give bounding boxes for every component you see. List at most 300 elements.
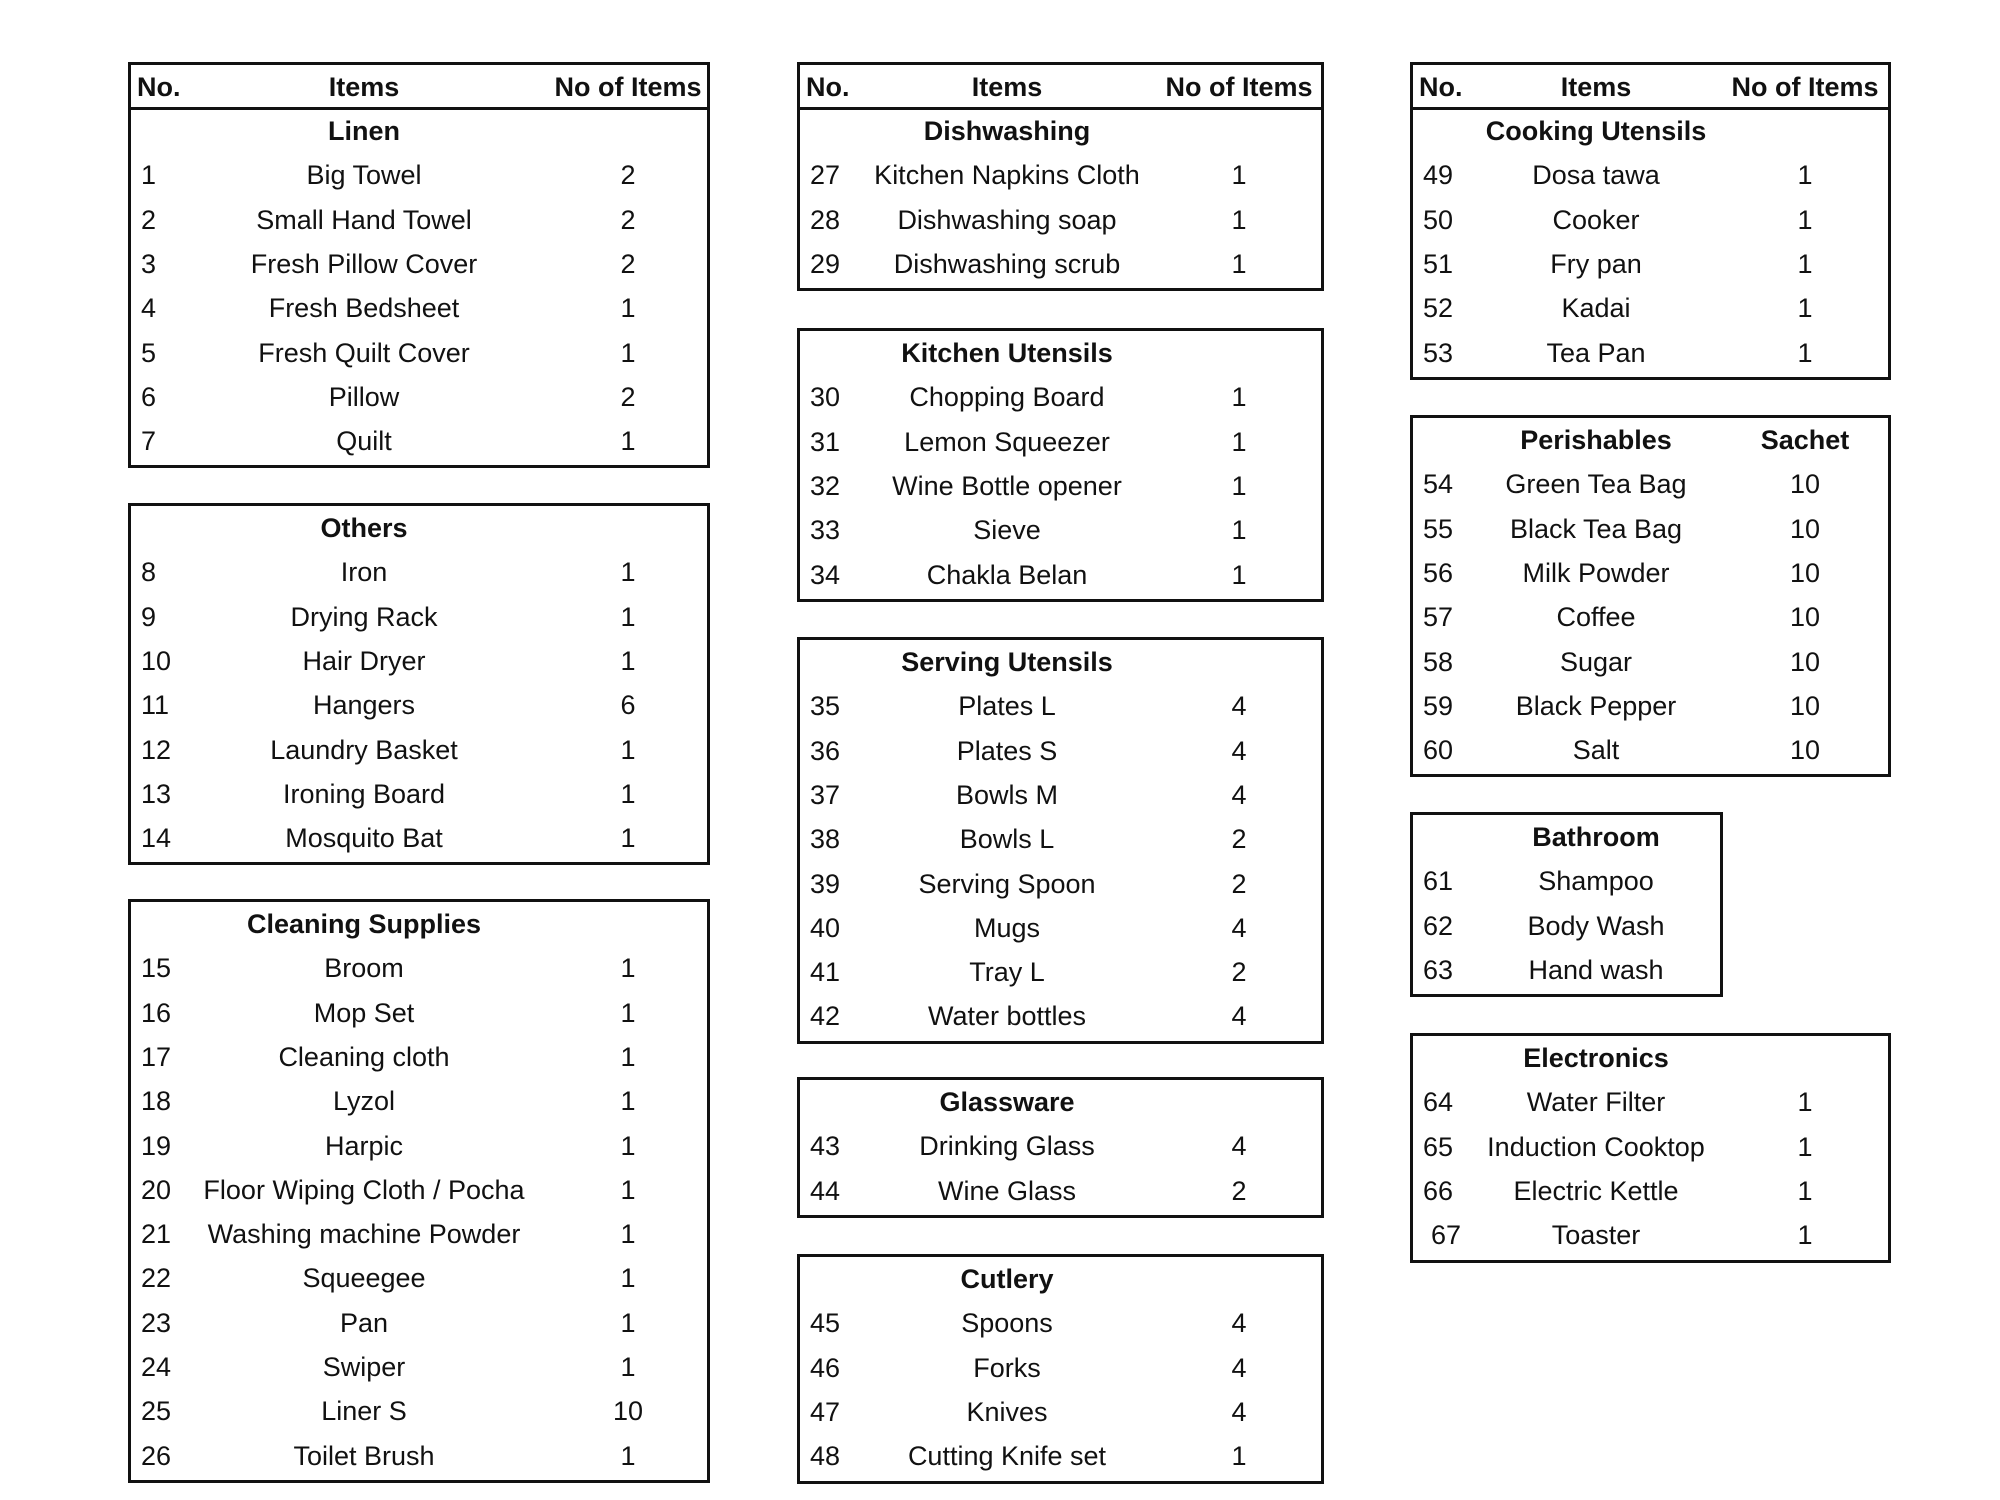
- table-row: [1413, 684, 1888, 728]
- table-row: [800, 906, 1321, 950]
- item-count: 4: [1231, 735, 1247, 766]
- table-row: [131, 1168, 707, 1212]
- item-count: 1: [1231, 382, 1247, 413]
- item-count: 4: [1231, 1001, 1247, 1032]
- table-row: [131, 1124, 707, 1168]
- item-name: Serving Spoon: [918, 868, 1096, 899]
- item-count: 1: [620, 337, 636, 368]
- header-items: Items: [971, 72, 1043, 102]
- item-count: 1: [1231, 160, 1247, 191]
- item-name: Mop Set: [313, 997, 415, 1028]
- section-title-row: [800, 1080, 1321, 1124]
- item-name: Mugs: [973, 912, 1041, 943]
- item-count: 10: [612, 1396, 644, 1427]
- item-count: 1: [1231, 1441, 1247, 1472]
- section-title: Linen: [328, 116, 400, 146]
- category-table: [797, 328, 1324, 602]
- item-name: Swiper: [322, 1352, 406, 1382]
- item-count: 1: [620, 823, 636, 854]
- item-number: 37: [810, 779, 841, 810]
- category-table: [797, 62, 1324, 291]
- item-number: 12: [141, 734, 172, 765]
- item-count: 1: [620, 734, 636, 765]
- section-title: Electronics: [1523, 1043, 1669, 1073]
- table-row: [1413, 462, 1888, 506]
- item-number: 42: [810, 1001, 841, 1032]
- item-number: 52: [1423, 293, 1454, 324]
- table-row: [1413, 1169, 1888, 1213]
- item-count: 1: [1797, 337, 1813, 368]
- section-title: Dishwashing: [923, 116, 1091, 146]
- item-name: Big Towel: [306, 160, 422, 191]
- header-no: No.: [137, 72, 181, 102]
- item-name: Bowls M: [955, 779, 1059, 810]
- item-count: 6: [620, 690, 636, 721]
- item-name: Laundry Basket: [270, 734, 458, 765]
- table-row: [1413, 242, 1888, 286]
- item-name: Mosquito Bat: [285, 823, 443, 854]
- item-count: 1: [620, 778, 636, 809]
- item-count: 2: [620, 204, 636, 235]
- item-count: 1: [1797, 1131, 1813, 1162]
- item-number: 60: [1423, 735, 1454, 766]
- table-row: [131, 946, 707, 990]
- item-number: 20: [141, 1174, 172, 1205]
- table-row: [800, 817, 1321, 861]
- item-number: 15: [141, 953, 172, 984]
- item-number: 65: [1423, 1131, 1454, 1162]
- item-name: Milk Powder: [1522, 557, 1670, 588]
- category-table: [128, 62, 710, 468]
- item-number: 36: [810, 735, 841, 766]
- item-name: Lyzol: [332, 1086, 396, 1117]
- table-row: [131, 1256, 707, 1300]
- item-name: Plates S: [956, 735, 1058, 766]
- item-number: 61: [1423, 866, 1454, 897]
- item-number: 29: [810, 248, 841, 279]
- table-row: [800, 508, 1321, 552]
- table-row: [800, 1124, 1321, 1168]
- item-number: 62: [1423, 910, 1454, 941]
- category-table: [1410, 1033, 1891, 1263]
- section-title-row: [1413, 109, 1888, 153]
- item-count: 1: [620, 1307, 636, 1338]
- item-name: Green Tea Bag: [1505, 469, 1687, 500]
- item-count: 10: [1789, 557, 1821, 588]
- table-row: [800, 862, 1321, 906]
- item-name: Harpic: [324, 1130, 404, 1161]
- item-number: 25: [141, 1396, 172, 1427]
- section-title-row: [800, 640, 1321, 684]
- item-number: 64: [1423, 1087, 1454, 1118]
- section-title-row: [131, 109, 707, 153]
- item-name: Cleaning cloth: [278, 1041, 450, 1072]
- item-count: 2: [620, 248, 636, 279]
- item-number: 22: [141, 1263, 172, 1294]
- table-row: [131, 728, 707, 772]
- item-name: Fresh Pillow Cover: [250, 248, 478, 279]
- item-count: 1: [1797, 1175, 1813, 1206]
- item-count: 4: [1231, 691, 1247, 722]
- item-number: 57: [1423, 602, 1454, 633]
- section-title: Glassware: [939, 1087, 1075, 1117]
- item-count: 2: [1231, 868, 1247, 899]
- item-name: Cutting Knife set: [907, 1441, 1107, 1472]
- table-row: [1413, 1080, 1888, 1124]
- item-number: 55: [1423, 513, 1454, 544]
- table-header-row: [131, 65, 707, 109]
- section-title-row: [131, 506, 707, 550]
- item-number: 59: [1423, 690, 1454, 721]
- item-name: Small Hand Towel: [256, 204, 472, 235]
- item-name: Fresh Quilt Cover: [258, 337, 470, 368]
- item-number: 48: [810, 1441, 841, 1472]
- table-row: [131, 816, 707, 860]
- item-count: 1: [1797, 293, 1813, 324]
- table-row: [800, 1390, 1321, 1434]
- item-name: Tea Pan: [1546, 337, 1646, 368]
- item-count: 2: [1231, 1175, 1247, 1206]
- table-row: [800, 1434, 1321, 1478]
- item-number: 38: [810, 824, 841, 855]
- header-items: Items: [1560, 72, 1632, 102]
- item-count: 10: [1789, 602, 1821, 633]
- section-title: Bathroom: [1532, 822, 1660, 852]
- item-count: 1: [620, 1219, 636, 1250]
- item-name: Forks: [973, 1352, 1041, 1383]
- item-count: 2: [620, 381, 636, 412]
- category-table: [1410, 415, 1891, 777]
- section-title: Cooking Utensils: [1485, 116, 1707, 146]
- item-number: 1: [141, 160, 157, 191]
- item-count: 10: [1789, 646, 1821, 677]
- item-number: 27: [810, 160, 841, 191]
- item-name: Lemon Squeezer: [904, 426, 1110, 457]
- table-row: [1413, 507, 1888, 551]
- item-count: 1: [1797, 1087, 1813, 1118]
- item-number: 47: [810, 1396, 841, 1427]
- section-title-row: [1413, 1036, 1888, 1080]
- item-name: Hangers: [312, 690, 416, 721]
- table-row: [1413, 331, 1888, 375]
- item-number: 17: [141, 1041, 172, 1072]
- item-number: 51: [1423, 248, 1454, 279]
- item-name: Coffee: [1556, 602, 1636, 633]
- item-count: 1: [620, 1263, 636, 1294]
- item-number: 19: [141, 1130, 172, 1161]
- item-count: 4: [1231, 1131, 1247, 1162]
- table-row: [800, 198, 1321, 242]
- item-number: 11: [141, 690, 170, 721]
- item-name: Electric Kettle: [1513, 1175, 1679, 1206]
- item-count: 1: [620, 601, 636, 632]
- table-row: [131, 550, 707, 594]
- table-row: [131, 198, 707, 242]
- category-table: [1410, 812, 1723, 997]
- item-number: 34: [810, 559, 841, 590]
- item-name: Chakla Belan: [926, 559, 1088, 590]
- item-name: Hair Dryer: [302, 645, 426, 676]
- table-row: [1413, 948, 1720, 992]
- item-name: Black Pepper: [1515, 690, 1677, 721]
- item-count: 10: [1789, 735, 1821, 766]
- table-row: [1413, 640, 1888, 684]
- table-row: [800, 420, 1321, 464]
- table-row: [800, 950, 1321, 994]
- item-number: 28: [810, 204, 841, 235]
- item-number: 21: [141, 1219, 172, 1250]
- table-row: [131, 1434, 707, 1478]
- item-number: 13: [141, 778, 172, 809]
- table-row: [131, 639, 707, 683]
- item-name: Pan: [339, 1307, 389, 1338]
- item-count: 1: [620, 1174, 636, 1205]
- item-name: Squeegee: [302, 1263, 426, 1294]
- item-name: Sieve: [973, 515, 1041, 546]
- item-name: Broom: [324, 953, 404, 984]
- item-number: 32: [810, 470, 841, 501]
- item-count: 1: [1797, 160, 1813, 191]
- table-row: [800, 553, 1321, 597]
- section-title-row: [800, 1257, 1321, 1301]
- section-title: Serving Utensils: [901, 647, 1113, 677]
- category-table: [128, 899, 710, 1483]
- item-number: 7: [141, 426, 157, 457]
- header-count: No of Items: [1731, 72, 1879, 102]
- table-row: [800, 729, 1321, 773]
- item-count: 2: [1231, 824, 1247, 855]
- item-count: 1: [1797, 248, 1813, 279]
- item-number: 26: [141, 1440, 172, 1471]
- item-count: 4: [1231, 1352, 1247, 1383]
- item-name: Dishwashing soap: [897, 204, 1117, 235]
- header-no: No.: [1419, 72, 1463, 102]
- item-number: 18: [141, 1086, 172, 1117]
- item-number: 5: [141, 337, 157, 368]
- item-number: 67: [1431, 1220, 1462, 1251]
- item-name: Tray L: [969, 957, 1045, 988]
- item-count: 1: [620, 1041, 636, 1072]
- item-number: 14: [141, 823, 172, 854]
- table-row: [131, 242, 707, 286]
- item-count: 4: [1231, 912, 1247, 943]
- table-row: [131, 683, 707, 727]
- table-header-row: [800, 65, 1321, 109]
- header-count: No of Items: [1165, 72, 1313, 102]
- item-name: Wine Bottle opener: [892, 470, 1122, 501]
- item-number: 31: [810, 426, 841, 457]
- item-count: 10: [1789, 513, 1821, 544]
- item-name: Sugar: [1559, 646, 1633, 677]
- category-table: [128, 503, 710, 865]
- item-count: 1: [620, 953, 636, 984]
- header-items: Items: [328, 72, 400, 102]
- item-name: Fry pan: [1550, 248, 1642, 279]
- item-count: 2: [620, 160, 636, 191]
- item-number: 30: [810, 382, 841, 413]
- item-count: 10: [1789, 690, 1821, 721]
- table-row: [131, 419, 707, 463]
- item-number: 23: [141, 1307, 172, 1338]
- item-name: Kitchen Napkins Cloth: [874, 160, 1140, 191]
- item-name: Plates L: [958, 691, 1056, 722]
- table-row: [131, 153, 707, 197]
- table-row: [800, 994, 1321, 1038]
- item-name: Water Filter: [1526, 1087, 1666, 1118]
- table-row: [1413, 859, 1720, 903]
- header-no: No.: [806, 72, 850, 102]
- item-count: 1: [620, 293, 636, 324]
- table-row: [800, 1301, 1321, 1345]
- table-row: [800, 1346, 1321, 1390]
- section-title-row: [1413, 418, 1888, 462]
- section-title: Cutlery: [960, 1264, 1054, 1294]
- item-number: 24: [141, 1352, 172, 1382]
- table-row: [1413, 595, 1888, 639]
- item-number: 45: [810, 1308, 841, 1339]
- item-name: Washing machine Powder: [207, 1219, 521, 1250]
- item-number: 6: [141, 381, 157, 412]
- section-unit-label: Sachet: [1760, 425, 1850, 455]
- item-number: 10: [141, 645, 172, 676]
- item-name: Hand wash: [1528, 954, 1664, 985]
- table-row: [800, 375, 1321, 419]
- section-title: Cleaning Supplies: [246, 909, 482, 939]
- item-name: Fresh Bedsheet: [268, 293, 460, 324]
- item-name: Bowls L: [959, 824, 1055, 855]
- item-count: 1: [1797, 1220, 1813, 1251]
- item-number: 66: [1423, 1175, 1454, 1206]
- item-name: Liner S: [321, 1396, 407, 1427]
- item-name: Pillow: [328, 381, 400, 412]
- item-count: 2: [1231, 957, 1247, 988]
- section-title-row: [800, 331, 1321, 375]
- item-number: 63: [1423, 954, 1454, 985]
- table-row: [131, 595, 707, 639]
- item-number: 43: [810, 1131, 841, 1162]
- table-row: [1413, 904, 1720, 948]
- header-count: No of Items: [554, 72, 702, 102]
- item-count: 1: [620, 426, 636, 457]
- category-table: [1410, 62, 1891, 380]
- item-count: 1: [1231, 426, 1247, 457]
- item-count: 1: [620, 1130, 636, 1161]
- category-table: [797, 637, 1324, 1044]
- item-number: 54: [1423, 469, 1454, 500]
- item-count: 1: [1231, 248, 1247, 279]
- item-name: Knives: [966, 1396, 1048, 1427]
- item-name: Spoons: [961, 1308, 1053, 1339]
- item-name: Iron: [340, 557, 388, 588]
- item-number: 2: [141, 204, 157, 235]
- item-number: 8: [141, 557, 157, 588]
- item-number: 33: [810, 515, 841, 546]
- item-name: Chopping Board: [909, 382, 1105, 413]
- item-number: 35: [810, 691, 841, 722]
- table-row: [131, 1301, 707, 1345]
- item-name: Ironing Board: [282, 778, 446, 809]
- table-row: [1413, 1125, 1888, 1169]
- item-count: 1: [1231, 559, 1247, 590]
- item-number: 49: [1423, 160, 1454, 191]
- item-name: Drying Rack: [290, 601, 438, 632]
- section-title: Kitchen Utensils: [901, 338, 1113, 368]
- section-title-row: [1413, 815, 1720, 859]
- table-row: [131, 1079, 707, 1123]
- item-name: Salt: [1572, 735, 1620, 766]
- item-name: Quilt: [336, 426, 392, 457]
- section-title: Perishables: [1520, 425, 1672, 455]
- item-count: 1: [620, 1352, 636, 1382]
- item-number: 40: [810, 912, 841, 943]
- item-number: 44: [810, 1175, 841, 1206]
- item-number: 56: [1423, 557, 1454, 588]
- table-row: [800, 1169, 1321, 1213]
- item-name: Cooker: [1552, 204, 1640, 235]
- item-name: Floor Wiping Cloth / Pocha: [203, 1174, 525, 1205]
- section-title-row: [800, 109, 1321, 153]
- table-row: [800, 464, 1321, 508]
- table-row: [1413, 728, 1888, 772]
- item-number: 58: [1423, 646, 1454, 677]
- item-name: Induction Cooktop: [1487, 1131, 1705, 1162]
- item-number: 50: [1423, 204, 1454, 235]
- item-name: Shampoo: [1538, 866, 1654, 897]
- item-name: Kadai: [1561, 293, 1631, 324]
- section-title: Others: [320, 513, 408, 543]
- table-row: [131, 1212, 707, 1256]
- table-row: [131, 375, 707, 419]
- item-name: Toilet Brush: [293, 1440, 435, 1471]
- table-row: [800, 684, 1321, 728]
- category-table: [797, 1077, 1324, 1218]
- item-count: 4: [1231, 779, 1247, 810]
- item-name: Dishwashing scrub: [893, 248, 1121, 279]
- item-name: Drinking Glass: [919, 1131, 1095, 1162]
- table-row: [800, 773, 1321, 817]
- item-count: 1: [1231, 470, 1247, 501]
- item-number: 9: [141, 601, 157, 632]
- item-number: 3: [141, 248, 157, 279]
- item-count: 1: [620, 557, 636, 588]
- table-header-row: [1413, 65, 1888, 109]
- item-number: 46: [810, 1352, 841, 1383]
- item-count: 1: [1231, 515, 1247, 546]
- section-title-row: [131, 902, 707, 946]
- item-number: 53: [1423, 337, 1454, 368]
- item-number: 41: [810, 957, 841, 988]
- table-row: [1413, 286, 1888, 330]
- item-name: Toaster: [1551, 1220, 1641, 1251]
- item-name: Dosa tawa: [1532, 160, 1660, 191]
- item-count: 4: [1231, 1396, 1247, 1427]
- category-table: [797, 1254, 1324, 1484]
- item-count: 1: [620, 1086, 636, 1117]
- table-row: [131, 991, 707, 1035]
- table-row: [131, 1389, 707, 1433]
- item-count: 1: [1231, 204, 1247, 235]
- table-row: [1413, 153, 1888, 197]
- item-name: Body Wash: [1527, 910, 1665, 941]
- item-name: Water bottles: [927, 1001, 1087, 1032]
- table-row: [131, 286, 707, 330]
- item-number: 4: [141, 293, 157, 324]
- item-count: 1: [1797, 204, 1813, 235]
- item-name: Wine Glass: [937, 1175, 1077, 1206]
- table-row: [131, 331, 707, 375]
- item-name: Black Tea Bag: [1509, 513, 1683, 544]
- item-count: 1: [620, 645, 636, 676]
